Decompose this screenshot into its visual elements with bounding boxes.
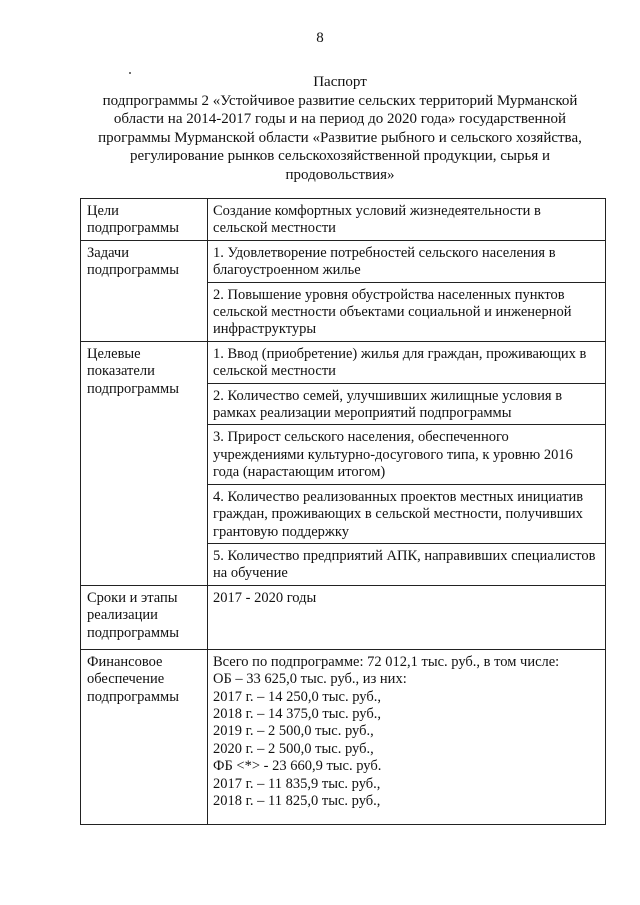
table-row-goals — [81, 199, 606, 241]
indicator-item: 5. Количество предприятий АПК, направивших специалистов на обучение — [213, 547, 596, 582]
heading-line: продовольствия» — [285, 166, 395, 183]
row-label-financing: Финансовое обеспечение подпрограммы — [81, 649, 208, 824]
table-row-indicators — [81, 341, 606, 585]
row-value-goals — [208, 199, 606, 241]
goal-item: Создание комфортных условий жизнедеятельности в сельской местности — [213, 203, 541, 237]
task-item: 2. Повышение уровня обустройства населенных пунктов сельской местности объектами социальной и инженерной инфраструктуры — [213, 286, 572, 338]
indicator-item: 3. Прирост сельского населения, обеспеченного учреждениями культурно-досугового типа, к уровню 2016 года (нарастающим итогом) — [208, 425, 605, 484]
table-row-terms — [81, 585, 606, 649]
terms-text: 2017 - 2020 годы — [213, 589, 317, 606]
row-value-financing — [208, 649, 606, 824]
page-number: 8 — [316, 30, 324, 46]
row-label-terms: Сроки и этапы реализации подпрограммы — [81, 585, 208, 649]
indicator-item: 1. Ввод (приобретение) жилья для граждан, проживающих в сельской местности — [208, 342, 605, 384]
passport-heading — [60, 73, 620, 185]
heading-line: регулирование рынков сельскохозяйственной продукции, сырья и — [129, 148, 551, 165]
row-label-indicators: Целевые показатели подпрограммы — [81, 341, 208, 585]
passport-table — [80, 198, 606, 825]
row-label-goals: Цели подпрограммы — [81, 199, 208, 241]
heading-line: Паспорт — [313, 74, 367, 90]
heading-line: области на 2014-2017 годы и на период до 2020 года» государственной — [113, 111, 567, 128]
row-label-tasks: Задачи подпрограммы — [81, 240, 208, 341]
heading-line: подпрограммы 2 «Устойчивое развитие сельских территорий Мурманской — [102, 92, 578, 109]
row-value-tasks — [208, 240, 606, 341]
table-row-tasks — [81, 240, 606, 341]
heading-line: программы Мурманской области «Развитие рыбного и сельского хозяйства, — [98, 129, 582, 146]
indicator-item: 4. Количество реализованных проектов местных инициатив граждан, проживающих в сельской местности, получивших грантовую поддержку — [208, 485, 605, 544]
row-value-terms — [208, 585, 606, 649]
row-value-indicators — [208, 341, 606, 585]
task-item: 1. Удовлетворение потребностей сельского населения в благоустроенном жилье — [208, 241, 605, 283]
table-row-financing — [81, 649, 606, 824]
financing-details: Всего по подпрограмме: 72 012,1 тыс. руб., в том числе: ОБ – 33 625,0 тыс. руб., из них: 2017 г. – 14 250,0 тыс. руб., 2018 г. – 14 375,0 тыс. руб., 2019 г. – 2 500,0 тыс. руб., 2020 г. – 2 500,0 тыс. руб., ФБ <*> - 23 660,9 тыс. руб. 2017 г. – 11 835,9 тыс. руб., 2018 г. – 11 825,0 тыс. руб., — [213, 653, 560, 809]
indicator-item: 2. Количество семей, улучшивших жилищные условия в рамках реализации мероприятий подпрограммы — [208, 384, 605, 426]
